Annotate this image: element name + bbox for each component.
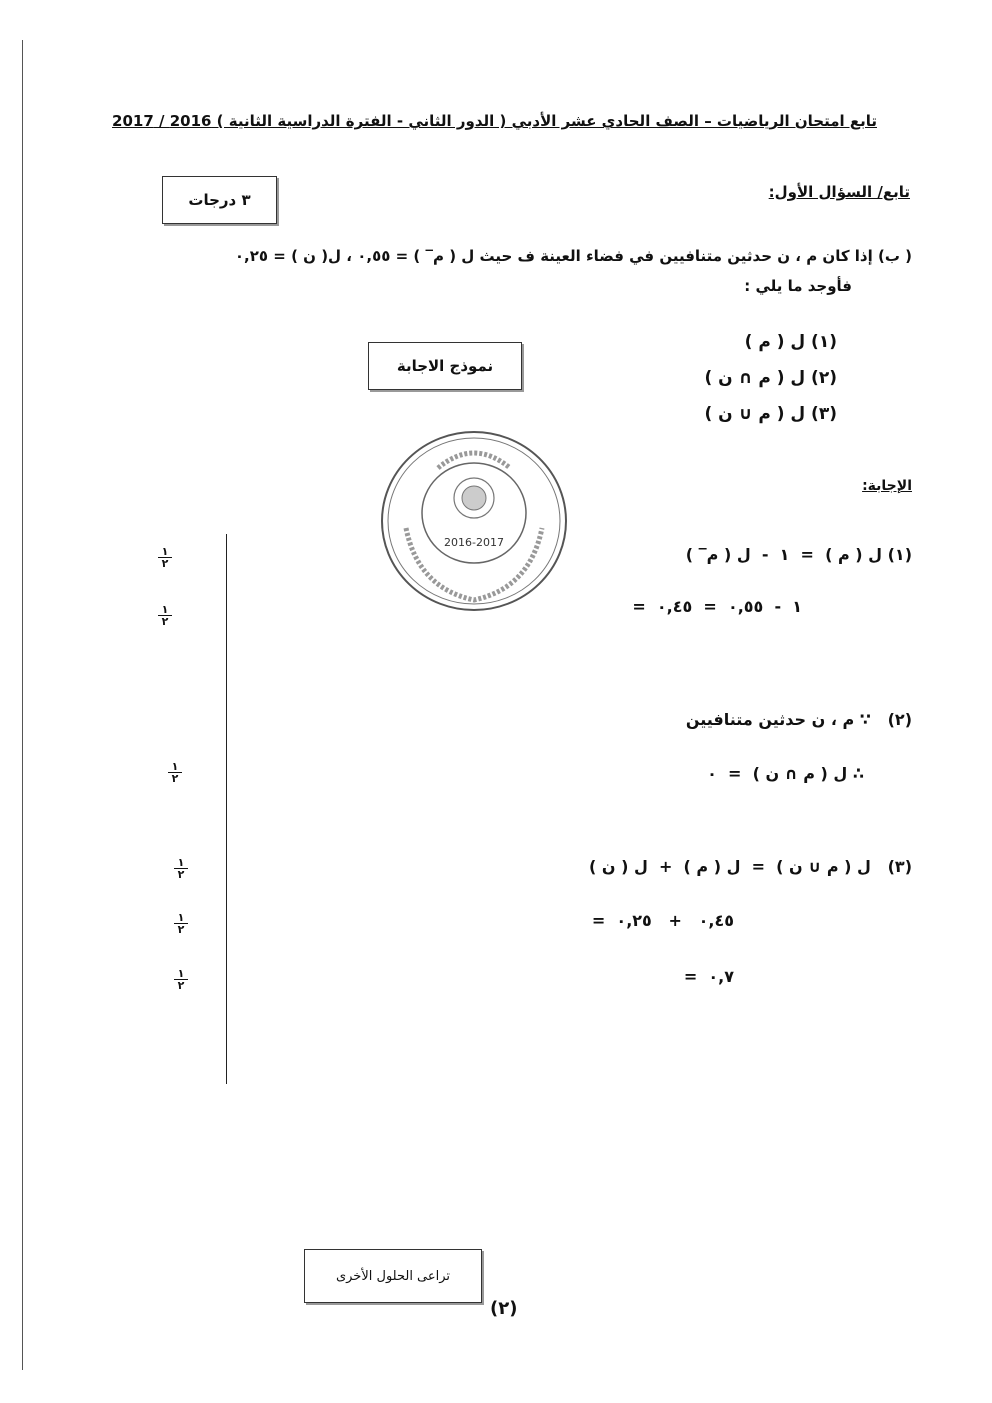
grading-margin-rule [226,534,227,1084]
official-stamp-icon [378,428,570,614]
grade-label: ٣ درجات [188,191,251,209]
answer-step-6: = ٠,٤٥ + ٠,٢٥ [591,911,734,930]
problem-statement: ( ب) إذا كان م ، ن حدثين متنافيين في فضاء العينة ف حيث ل ( م‾ ) = ٠,٥٥ ، ل( ن ) = ٠,٢٥ [234,247,912,265]
requirement-2: (٢) ل ( م ∩ ن ) [704,368,837,388]
find-instruction: فأوجد ما يلي : [744,277,852,295]
left-margin-rule [22,40,23,1370]
stamp-year: 2016-2017 [444,536,504,549]
mark-half: ١ ٢ [168,761,182,784]
mark-half: ١ ٢ [174,857,188,880]
other-solutions-note-box [304,1249,482,1303]
requirement-3: (٣) ل ( م ∪ ن ) [704,404,837,424]
answer-step-1: (١) ل ( م ) = ١ - ل ( م‾ ) [685,545,912,564]
answer-label: الإجابة: [862,478,912,494]
mark-half: ١ ٢ [174,912,188,935]
other-solutions-note: تراعى الحلول الأخرى [335,1268,451,1284]
mark-half: ١ ٢ [158,604,172,627]
grade-box [162,176,277,224]
mark-half: ١ ٢ [158,546,172,569]
answer-step-2: = ١ - ٠,٥٥ = ٠,٤٥ [632,597,802,616]
answer-step-5: (٣) ل ( م ∪ ن ) = ل ( م ) + ل ( ن ) [588,857,912,876]
answer-step-3: (٢) ∵ م ، ن حدثين متنافيين [685,710,912,729]
mark-half: ١ ٢ [174,968,188,991]
exam-header: تابع امتحان الرياضيات – الصف الحادي عشر الأدبي ( الدور الثاني - الفترة الدراسية الثانية ) 2016 / 2017 [112,112,877,130]
answer-step-4: ∴ ل ( م ∩ ن ) = ٠ [707,764,864,783]
answer-model-label: نموذج الاجابة [396,357,494,375]
question-title: تابع/ السؤال الأول: [768,183,910,201]
requirement-1: (١) ل ( م ) [744,332,837,352]
page-number: (٢) [490,1298,518,1319]
answer-step-7: = ٠,٧ [683,967,734,986]
answer-model-box [368,342,522,390]
